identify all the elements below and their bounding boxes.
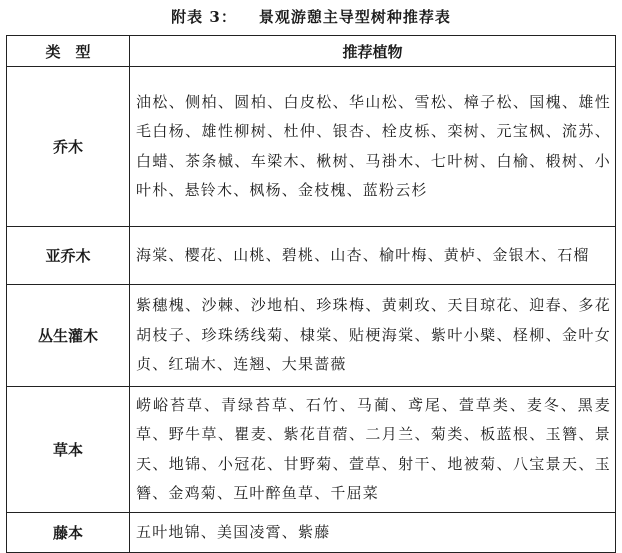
table-row	[7, 285, 616, 387]
row-type: 丛生灌木	[7, 285, 130, 387]
row-type: 亚乔木	[7, 227, 130, 285]
table-header-row	[7, 36, 616, 67]
row-plants: 崂峪苔草、青绿苔草、石竹、马蔺、鸢尾、萱草类、麦冬、黑麦草、野牛草、瞿麦、紫花苜蓿、二月兰、菊类、板蓝根、玉簪、景天、地锦、小冠花、甘野菊、萱草、射干、地被菊、八宝景天、玉簪、金鸡菊、互叶醉鱼草、千屈菜	[130, 387, 616, 513]
row-plants: 五叶地锦、美国凌霄、紫藤	[130, 513, 616, 553]
recommendation-table	[6, 35, 616, 553]
header-plants: 推荐植物	[130, 36, 616, 67]
table-row	[7, 387, 616, 513]
row-type: 乔木	[7, 67, 130, 227]
row-type: 草本	[7, 387, 130, 513]
table-row	[7, 227, 616, 285]
title-prefix: 附表 3：	[171, 8, 237, 26]
row-type: 藤本	[7, 513, 130, 553]
page-title	[0, 6, 622, 27]
row-plants: 紫穗槐、沙棘、沙地柏、珍珠梅、黄刺玫、天目琼花、迎春、多花胡枝子、珍珠绣线菊、棣棠、贴梗海棠、紫叶小檗、柽柳、金叶女贞、红瑞木、连翘、大果蔷薇	[130, 285, 616, 387]
title-text: 景观游憩主导型树种推荐表	[258, 8, 451, 26]
row-plants: 油松、侧柏、圆柏、白皮松、华山松、雪松、樟子松、国槐、雄性毛白杨、雄性柳树、杜仲、银杏、栓皮栎、栾树、元宝枫、流苏、白蜡、茶条槭、车梁木、楸树、马褂木、七叶树、白榆、椴树、小叶朴、悬铃木、枫杨、金枝槐、蓝粉云杉	[130, 67, 616, 227]
table-row	[7, 513, 616, 553]
header-type: 类 型	[7, 36, 130, 67]
row-plants: 海棠、樱花、山桃、碧桃、山杏、榆叶梅、黄栌、金银木、石榴	[130, 227, 616, 285]
table-row	[7, 67, 616, 227]
